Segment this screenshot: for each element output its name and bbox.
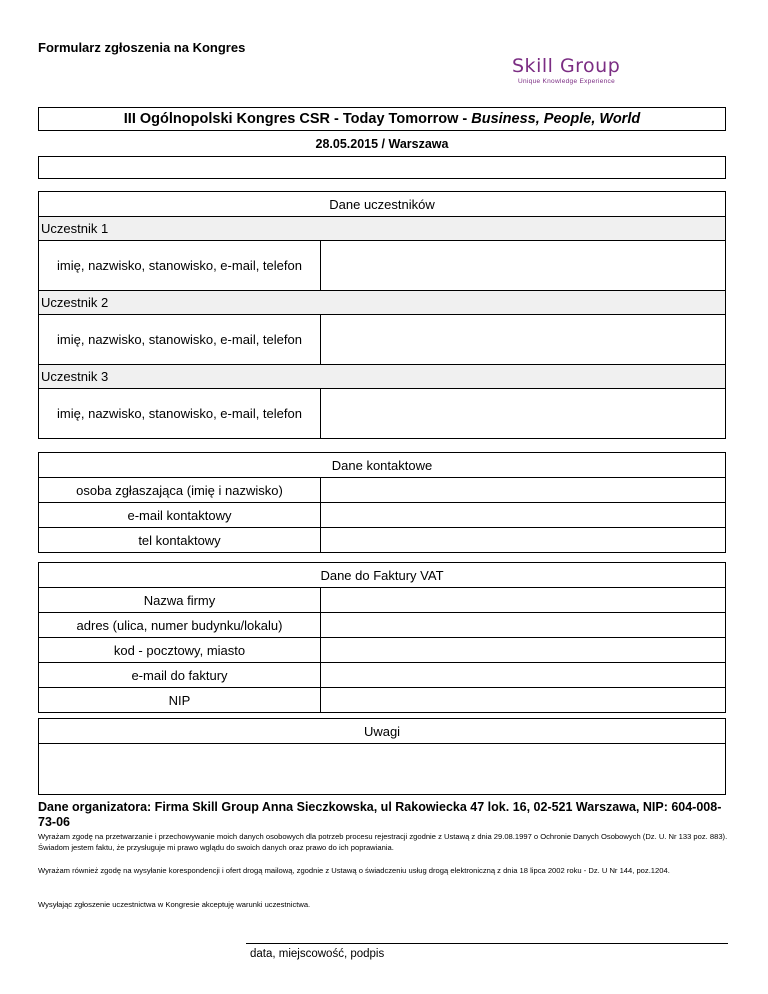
contact-person-label: osoba zgłaszająca (imię i nazwisko): [39, 478, 321, 502]
invoice-row: [39, 663, 725, 688]
invoice-email-input[interactable]: [321, 663, 725, 687]
congress-title-plain: III Ogólnopolski Kongres CSR - Today Tomorrow -: [123, 111, 468, 127]
congress-title-italic: Business, People, World: [471, 111, 641, 127]
organizer-info: Dane organizatora: Firma Skill Group Anna Sieczkowska, ul Rakowiecka 47 lok. 16, 02-521 Warszawa, NIP: 604-008-73-06: [38, 800, 722, 829]
invoice-row: [39, 688, 725, 712]
consent-email: Wyrażam również zgodę na wysyłanie korespondencji i ofert drogą mailową, zgodnie z Ustawą o świadczeniu usług drogą elektroniczną z dnia 18 lipca 2002 roku - Dz. U Nr 144, poz.1204.: [38, 866, 670, 875]
invoice-heading: Dane do Faktury VAT: [39, 563, 725, 588]
participant-3-field-label: imię, nazwisko, stanowisko, e-mail, telefon: [39, 389, 321, 438]
skill-group-logo: [512, 55, 632, 85]
invoice-section: [38, 562, 726, 713]
participant-2-input[interactable]: [321, 315, 725, 364]
contact-section: [38, 452, 726, 553]
postcode-city-label: kod - pocztowy, miasto: [39, 638, 321, 662]
contact-phone-input[interactable]: [321, 528, 725, 552]
logo-tagline: Unique Knowledge Experience: [518, 78, 615, 85]
nip-label: NIP: [39, 688, 321, 712]
invoice-row: [39, 588, 725, 613]
address-label: adres (ulica, numer budynku/lokalu): [39, 613, 321, 637]
participants-section: [38, 191, 726, 439]
blank-field[interactable]: [38, 156, 726, 179]
consent-data-processing: Wyrażam zgodę na przetwarzanie i przechowywanie moich danych osobowych dla potrzeb procesu rejestracji zgodnie z Ustawą z dnia 29.08.1997 o Ochronie Danych Osobowych (Dz. U. Nr 133 poz. 883). Świadom jestem faktu, że przysługuje mi prawo wglądu do swoich danych oraz prawo do ich poprawiania.: [38, 832, 728, 852]
participant-2-label: Uczestnik 2: [39, 291, 725, 315]
postcode-city-input[interactable]: [321, 638, 725, 662]
form-title: Formularz zgłoszenia na Kongres: [38, 40, 246, 55]
address-input[interactable]: [321, 613, 725, 637]
participant-2-row: [39, 315, 725, 365]
participant-3-label: Uczestnik 3: [39, 365, 725, 389]
logo-name: Skill Group: [512, 55, 621, 77]
contact-email-label: e-mail kontaktowy: [39, 503, 321, 527]
participant-3-row: [39, 389, 725, 438]
remarks-section: [38, 718, 726, 795]
consent-terms: Wysyłając zgłoszenie uczestnictwa w Kongresie akceptuję warunki uczestnictwa.: [38, 900, 311, 909]
invoice-row: [39, 613, 725, 638]
congress-title: [38, 107, 726, 131]
contact-row: [39, 503, 725, 528]
remarks-input[interactable]: [39, 744, 725, 794]
participant-1-row: [39, 241, 725, 291]
signature-label: data, miejscowość, podpis: [250, 948, 385, 960]
contact-row: [39, 478, 725, 503]
contact-heading: Dane kontaktowe: [39, 453, 725, 478]
participant-2-field-label: imię, nazwisko, stanowisko, e-mail, telefon: [39, 315, 321, 364]
contact-email-input[interactable]: [321, 503, 725, 527]
company-name-label: Nazwa firmy: [39, 588, 321, 612]
participant-1-label: Uczestnik 1: [39, 217, 725, 241]
invoice-row: [39, 638, 725, 663]
company-name-input[interactable]: [321, 588, 725, 612]
signature-line: [246, 943, 728, 944]
contact-phone-label: tel kontaktowy: [39, 528, 321, 552]
remarks-heading: Uwagi: [39, 719, 725, 744]
participant-1-input[interactable]: [321, 241, 725, 290]
participant-1-field-label: imię, nazwisko, stanowisko, e-mail, telefon: [39, 241, 321, 290]
participant-3-input[interactable]: [321, 389, 725, 438]
contact-row: [39, 528, 725, 552]
participants-heading: Dane uczestników: [39, 192, 725, 217]
invoice-email-label: e-mail do faktury: [39, 663, 321, 687]
nip-input[interactable]: [321, 688, 725, 712]
date-place: 28.05.2015 / Warszawa: [315, 137, 449, 151]
contact-person-input[interactable]: [321, 478, 725, 502]
